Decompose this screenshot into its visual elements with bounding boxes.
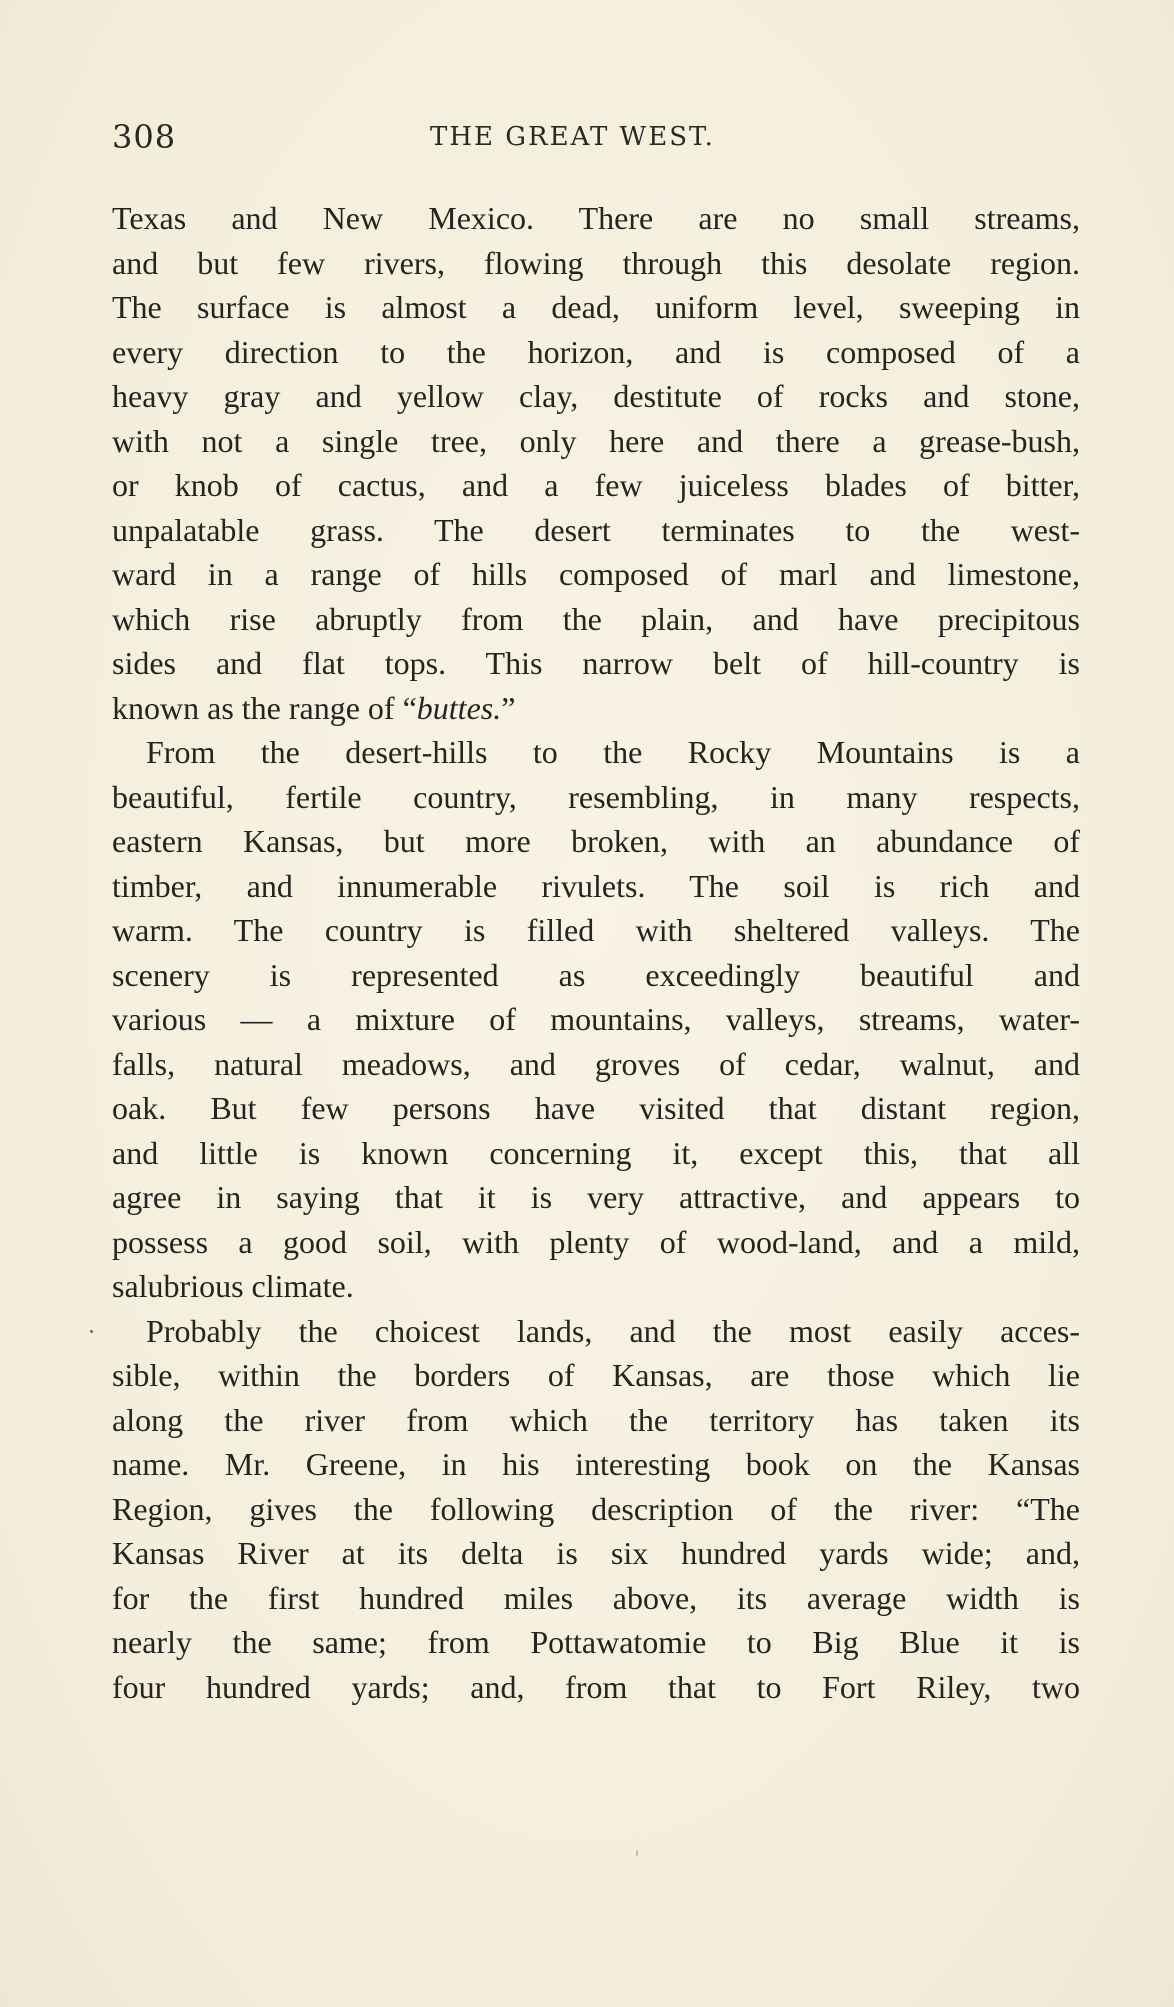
text-line: which rise abruptly from the plain, and have precipitous bbox=[112, 600, 1080, 637]
text-line: oak. But few persons have visited that distant region, bbox=[112, 1090, 1080, 1126]
paragraph-3 bbox=[112, 1309, 1080, 1710]
page-header bbox=[112, 118, 1080, 162]
paragraph-2 bbox=[112, 730, 1080, 1309]
running-head: THE GREAT WEST. bbox=[430, 122, 715, 152]
text-line: sides and flat tops. This narrow belt of hill-country is bbox=[112, 645, 1080, 681]
text-line: nearly the same; from Pottawatomie to Big Blue it is bbox=[112, 1624, 1080, 1660]
paragraph-1 bbox=[112, 196, 1080, 730]
page-number: 308 bbox=[112, 118, 177, 156]
text-line: heavy gray and yellow clay, destitute of rocks and stone, bbox=[112, 378, 1080, 414]
text-line: scenery is represented as exceedingly beautiful and bbox=[112, 956, 1080, 993]
text-line: and but few rivers, flowing through this desolate region. bbox=[112, 244, 1080, 281]
text-line: Region, gives the following description of the river: “The bbox=[112, 1490, 1080, 1527]
print-speck bbox=[90, 1330, 93, 1333]
text-segment: ” bbox=[501, 689, 516, 726]
text-line: sible, within the borders of Kansas, are those which lie bbox=[112, 1357, 1080, 1393]
text-line: eastern Kansas, but more broken, with an abundance of bbox=[112, 823, 1080, 859]
text-line: Kansas River at its delta is six hundred yards wide; and, bbox=[112, 1535, 1080, 1571]
text-line: warm. The country is filled with sheltered valleys. The bbox=[112, 912, 1080, 948]
text-line: various — a mixture of mountains, valleys, streams, water- bbox=[112, 1001, 1080, 1037]
text-line: ward in a range of hills composed of marl and limestone, bbox=[112, 556, 1080, 592]
text-line: Texas and New Mexico. There are no small streams, bbox=[112, 200, 1080, 236]
body-text bbox=[112, 196, 1080, 1709]
text-line: and little is known concerning it, except this, that all bbox=[112, 1134, 1080, 1171]
text-line: for the first hundred miles above, its average width is bbox=[112, 1579, 1080, 1616]
text-line: beautiful, fertile country, resembling, in many respects, bbox=[112, 778, 1080, 815]
text-line: falls, natural meadows, and groves of cedar, walnut, and bbox=[112, 1045, 1080, 1082]
text-line: every direction to the horizon, and is composed of a bbox=[112, 333, 1080, 370]
text-line: four hundred yards; and, from that to Fort Riley, two bbox=[112, 1668, 1080, 1705]
text-line: From the desert-hills to the Rocky Mountains is a bbox=[146, 734, 1080, 770]
text-line: along the river from which the territory has taken its bbox=[112, 1401, 1080, 1438]
text-line: agree in saying that it is very attractive, and appears to bbox=[112, 1179, 1080, 1215]
text-line: or knob of cactus, and a few juiceless blades of bitter, bbox=[112, 467, 1080, 503]
text-line-last bbox=[112, 686, 1080, 731]
italic-term: buttes. bbox=[416, 689, 502, 726]
text-line-last: salubrious climate. bbox=[112, 1268, 354, 1304]
text-line: timber, and innumerable rivulets. The soil is rich and bbox=[112, 867, 1080, 904]
text-line: with not a single tree, only here and there a grease-bush, bbox=[112, 422, 1080, 459]
text-segment: known as the range of “ bbox=[112, 689, 417, 726]
text-line: name. Mr. Greene, in his interesting book on the Kansas bbox=[112, 1446, 1080, 1482]
text-line: unpalatable grass. The desert terminates to the west- bbox=[112, 511, 1080, 548]
text-line: The surface is almost a dead, uniform level, sweeping in bbox=[112, 289, 1080, 325]
print-speck bbox=[636, 1850, 638, 1856]
text-line: Probably the choicest lands, and the most easily acces- bbox=[146, 1312, 1080, 1349]
text-line: possess a good soil, with plenty of wood-land, and a mild, bbox=[112, 1223, 1080, 1260]
